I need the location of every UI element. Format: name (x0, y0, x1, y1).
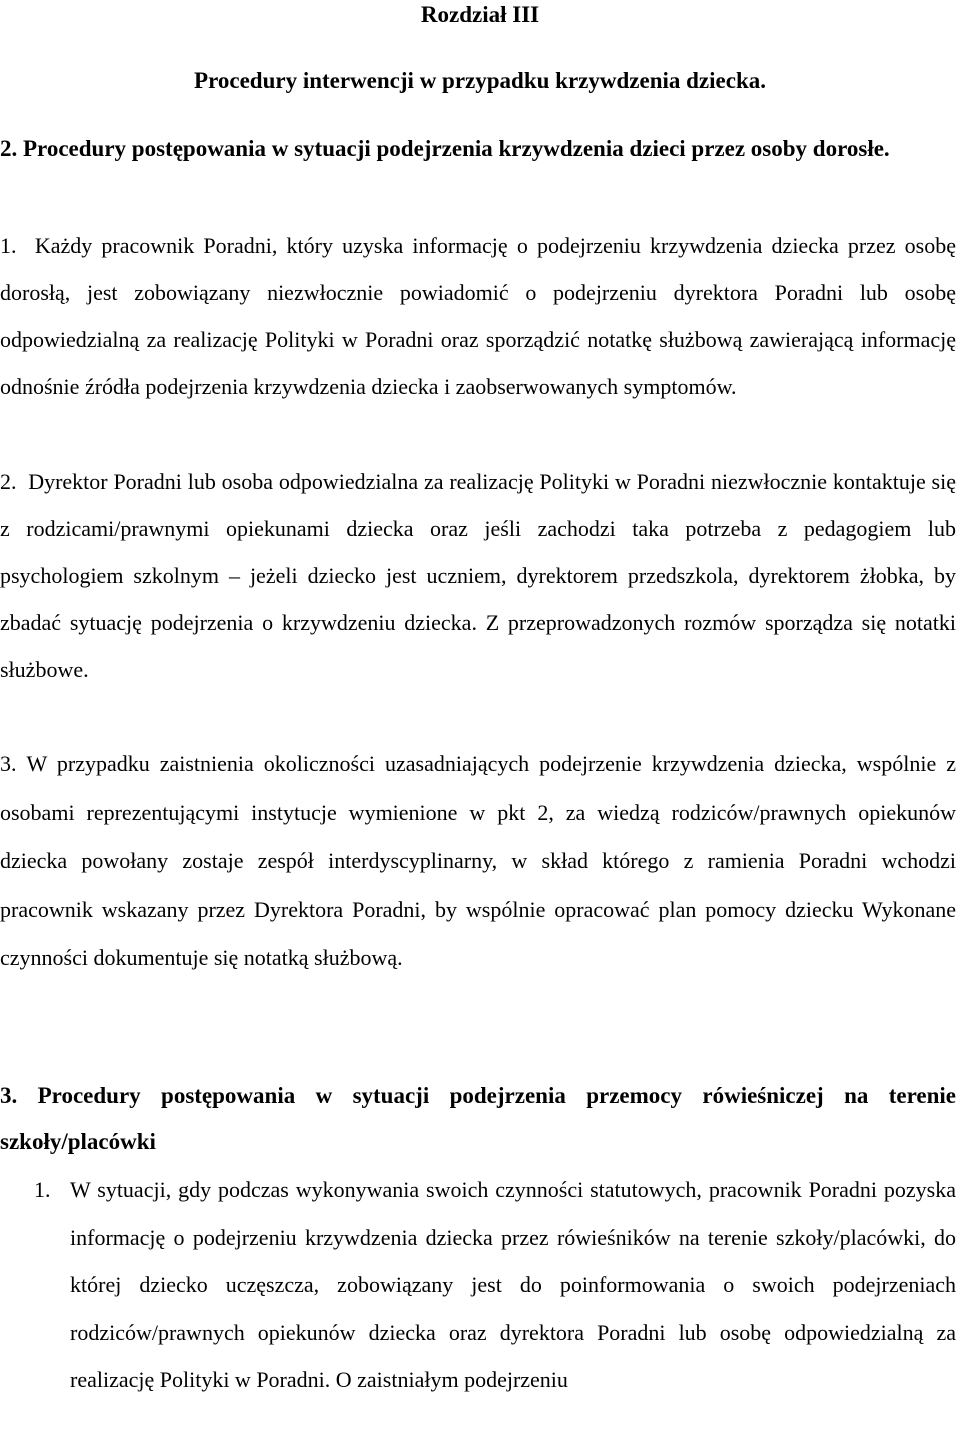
section-2-item-3-text (0, 740, 956, 983)
section-2-item-1-body: Każdy pracownik Poradni, który uzyska informację o podejrzeniu krzywdzenia dziecka przez osobę dorosłą, jest zobowiązany niezwłocznie powiadomić o podejrzeniu dyrektora Poradni lub osobę odpowiedzialną za realizację Polityki w Poradni oraz sporządzić notatkę służbową zawierającą informację odnośnie źródła podejrzenia krzywdzenia dziecka i zaobserwowanych symptomów. (0, 233, 956, 399)
section-3-item-1-text: W sytuacji, gdy podczas wykonywania swoich czynności statutowych, pracownik Poradni pozyska informację o podejrzeniu krzywdzenia dziecka przez rówieśników na terenie szkoły/placówki, do której dziecko uczęszcza, zobowiązany jest do poinformowania o swoich podejrzeniach rodziców/prawnych opiekunów dziecka oraz dyrektora Poradni lub osobę odpowiedzialną za realizację Polityki w Poradni. O zaistniałym podejrzeniu (70, 1177, 956, 1392)
section-3-heading: 3. Procedury postępowania w sytuacji podejrzenia przemocy rówieśniczej na terenie szkoły/placówki (0, 1083, 956, 1154)
section-2-item-1-number: 1. (0, 233, 17, 258)
chapter-subtitle: Procedury interwencji w przypadku krzywdzenia dziecka. (194, 68, 766, 93)
chapter-title: Rozdział III (420, 2, 540, 27)
section-3-item-1-number: 1. (34, 1177, 51, 1202)
section-2-item-2-body: Dyrektor Poradni lub osoba odpowiedzialna za realizację Polityki w Poradni niezwłocznie kontaktuje się z rodzicami/prawnymi opiekunami dziecka oraz jeśli zachodzi taka potrzeba z pedagogiem lub psychologiem szkolnym – jeżeli dziecko jest uczniem, dyrektorem przedszkola, dyrektorem żłobka, by zbadać sytuację podejrzenia o krzywdzeniu dziecka. Z przeprowadzonych rozmów sporządza się notatki służbowe. (0, 469, 956, 682)
section-2-heading: 2. Procedury postępowania w sytuacji podejrzenia krzywdzenia dzieci przez osoby dorosłe. (0, 136, 890, 161)
section-2-item-1-text (0, 222, 956, 410)
section-2-item-3-body: W przypadku zaistnienia okoliczności uzasadniających podejrzenie krzywdzenia dziecka, wspólnie z osobami reprezentującymi instytucje wymienione w pkt 2, za wiedzą rodziców/prawnych opiekunów dziecka powołany zostaje zespół interdyscyplinarny, w skład którego z ramienia Poradni wchodzi pracownik wskazany przez Dyrektora Poradni, by wspólnie opracować plan pomocy dziecku Wykonane czynności dokumentuje się notatką służbową. (0, 751, 956, 971)
section-2-item-3-number: 3. (0, 751, 17, 776)
section-2-item-2-text (0, 458, 956, 693)
section-2-item-2-number: 2. (0, 469, 17, 494)
